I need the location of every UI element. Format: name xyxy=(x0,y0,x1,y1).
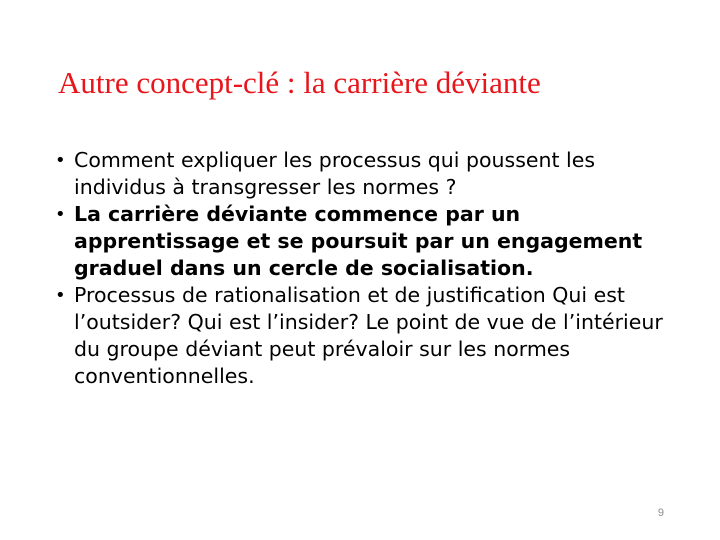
slide-title: Autre concept-clé : la carrière déviante xyxy=(58,65,541,100)
bullet-text: Comment expliquer les processus qui poussent les individus à transgresser les normes ? xyxy=(74,148,596,199)
page-number: 9 xyxy=(657,507,664,519)
bullet-item xyxy=(55,282,670,390)
bullet-text: La carrière déviante commence par un apprentissage et se poursuit par un engagement graduel dans un cercle de socialisation. xyxy=(74,202,643,280)
bullet-text: Processus de rationalisation et de justification Qui est l’outsider? Qui est l’insider? Le point de vue de l’intérieur du groupe déviant peut prévaloir sur les normes conventionnelles. xyxy=(74,283,663,388)
bullet-icon: • xyxy=(55,204,66,225)
bullet-item xyxy=(55,201,670,282)
bullet-list xyxy=(55,147,670,390)
bullet-item xyxy=(55,147,670,201)
bullet-icon: • xyxy=(55,285,66,306)
bullet-icon: • xyxy=(55,150,66,171)
